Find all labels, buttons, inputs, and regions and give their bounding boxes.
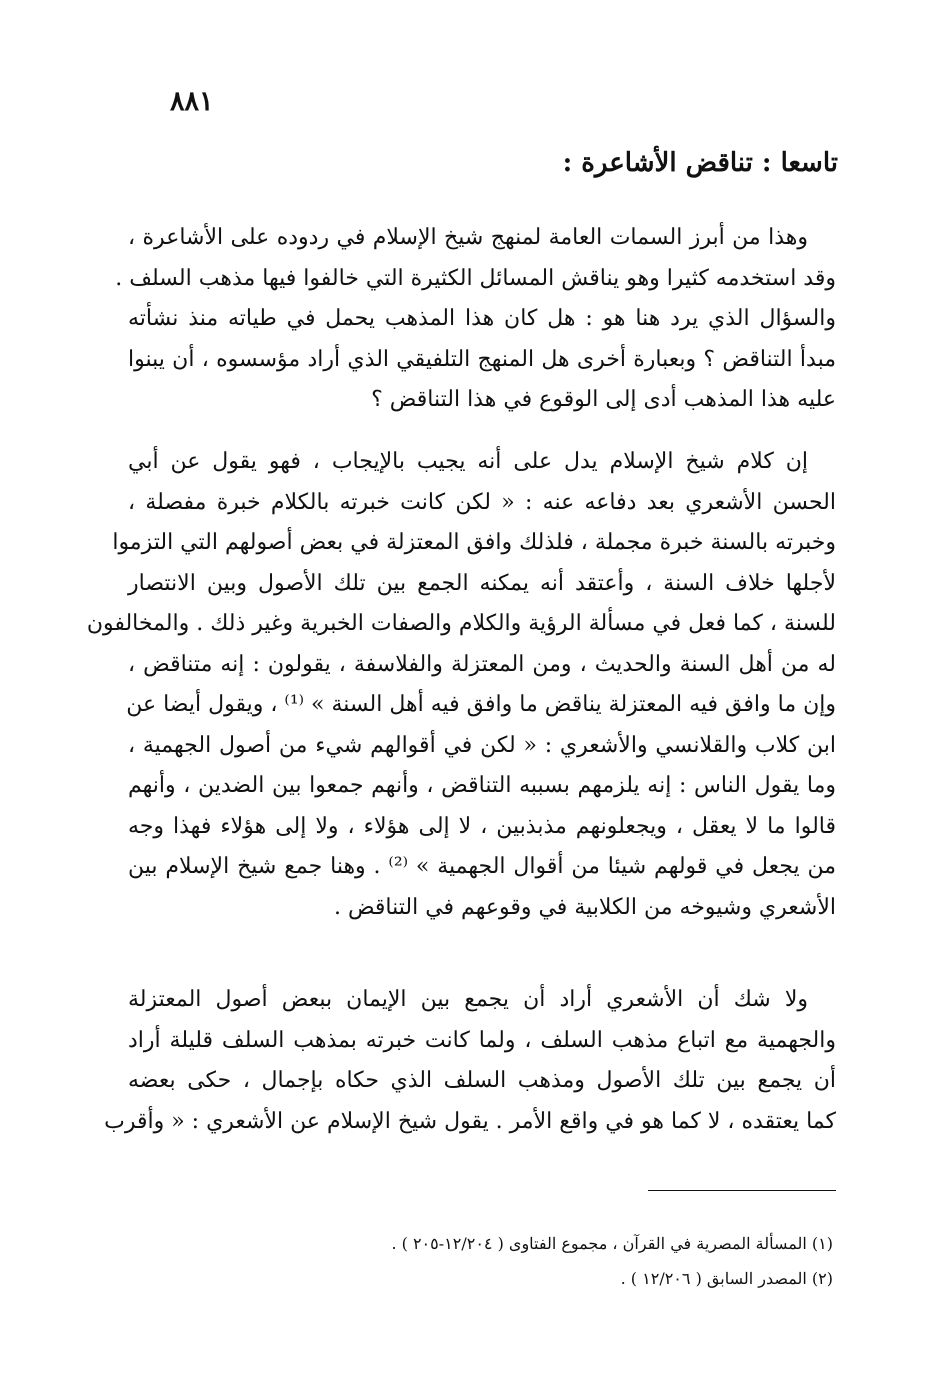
paragraph-line: والسؤال الذي يرد هنا هو : هل كان هذا المذهب يحمل في طياته منذ نشأته [128,306,836,331]
paragraph-line: والجهمية مع اتباع مذهب السلف ، ولما كانت خبرته بمذهب السلف قليلة أراد [128,1027,836,1053]
paragraph-line: وهذا من أبرز السمات العامة لمنهج شيخ الإسلام في ردوده على الأشاعرة ، [128,225,808,250]
paragraph-line: وقد استخدمه كثيرا وهو يناقش المسائل الكثيرة التي خالفوا فيها مذهب السلف . [115,265,836,291]
paragraph-line: ولا شك أن الأشعري أراد أن يجمع بين الإيمان ببعض أصول المعتزلة [128,987,808,1012]
footnote-divider [648,1190,836,1191]
paragraph-line: وما يقول الناس : إنه يلزمهم بسببه التناقض ، وأنهم جمعوا بين الضدين ، وأنهم [128,773,836,798]
paragraph-line: من يجعل في قولهم شيئا من أقوال الجهمية » ⁽²⁾ . وهنا جمع شيخ الإسلام بين [128,854,836,879]
paragraph-line: ابن كلاب والقلانسي والأشعري : « لكن في أقوالهم شيء من أصول الجهمية ، [128,732,836,758]
paragraph-line: وإن ما وافق فيه المعتزلة يناقض ما وافق فيه أهل السنة » ⁽¹⁾ ، ويقول أيضا عن [126,692,836,717]
footnote-1: (١) المسألة المصرية في القرآن ، مجموع الفتاوى ( ١٢/٢٠٤-٢٠٥ ) . [391,1234,833,1253]
paragraph-line: أن يجمع بين تلك الأصول ومذهب السلف الذي حكاه بإجمال ، حكى بعضه [128,1068,836,1093]
paragraph-line: وخبرته بالسنة خبرة مجملة ، فلذلك وافق المعتزلة في بعض أصولهم التي التزموا [112,530,836,555]
paragraph-line: إن كلام شيخ الإسلام يدل على أنه يجيب بالإيجاب ، فهو يقول عن أبي [128,449,808,474]
paragraph-line: للسنة ، كما فعل في مسألة الرؤية والكلام والصفات الخبرية وغير ذلك . والمخالفون [86,611,836,636]
paragraph-line: له من أهل السنة والحديث ، ومن المعتزلة والفلاسفة ، يقولون : إنه متناقض ، [128,651,836,677]
paragraph-1 [115,218,836,421]
paragraph-line: مبدأ التناقض ؟ وبعبارة أخرى هل المنهج التلفيقي الذي أراد مؤسسوه ، أن يبنوا [128,346,836,372]
page-number: ٨٨١ [170,86,214,117]
paragraph-line: الأشعري وشيوخه من الكلابية في وقوعهم في التناقض . [333,894,836,920]
paragraph-line: لأجلها خلاف السنة ، وأعتقد أنه يمكنه الجمع بين تلك الأصول وبين الانتصار [128,570,836,596]
footnote-2: (٢) المصدر السابق ( ١٢/٢٠٦ ) . [620,1269,833,1288]
paragraph-line: عليه هذا المذهب أدى إلى الوقوع في هذا التناقض ؟ [371,387,836,412]
paragraph-line: كما يعتقده ، لا كما هو في واقع الأمر . يقول شيخ الإسلام عن الأشعري : « وأقرب [104,1108,836,1134]
paragraph-line: الحسن الأشعري بعد دفاعه عنه : « لكن كانت خبرته بالكلام خبرة مفصلة ، [128,489,836,515]
section-heading: تاسعا : تناقض الأشاعرة : [562,148,838,178]
footnotes [391,1226,833,1296]
paragraph-line: قالوا ما لا يعقل ، ويجعلونهم مذبذبين ، لا إلى هؤلاء ، ولا إلى هؤلاء فهذا وجه [128,813,836,839]
paragraph-2 [86,442,836,928]
paragraph-3 [104,980,836,1142]
